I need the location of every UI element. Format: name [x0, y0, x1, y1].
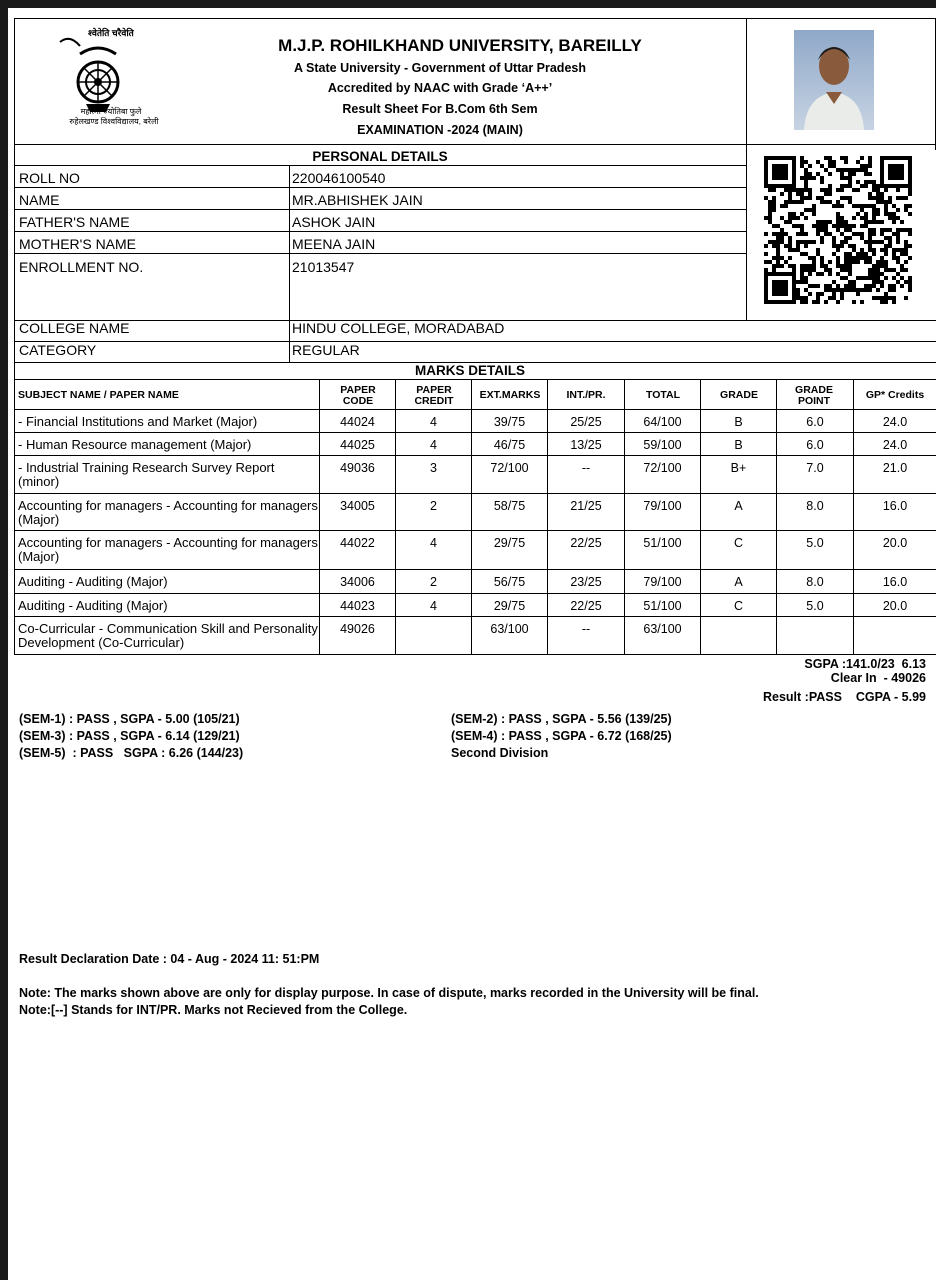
col-grade-point: GRADE POINT — [795, 384, 833, 407]
cell-code: 44023 — [340, 599, 375, 613]
cell-credit: 3 — [430, 461, 437, 475]
cell-gp: 5.0 — [806, 599, 824, 613]
header-line-4: EXAMINATION -2024 (MAIN) — [357, 123, 523, 137]
father-name-label: FATHER'S NAME — [19, 214, 130, 230]
cell-total: 79/100 — [643, 499, 682, 513]
mother-name-value: MEENA JAIN — [292, 236, 376, 252]
cell-ext: 29/75 — [493, 599, 526, 613]
cell-code: 49036 — [340, 461, 375, 475]
name-value: MR.ABHISHEK JAIN — [292, 192, 423, 208]
cell-gp: 8.0 — [806, 499, 824, 513]
cell-code: 34005 — [340, 499, 375, 513]
cell-credit: 2 — [430, 499, 437, 513]
logo-caption-1: महात्मा ज्योतिबा फुले — [80, 107, 142, 116]
sem-5: (SEM-5) : PASS SGPA : 6.26 (144/23) — [19, 746, 244, 760]
cell-gpc: 20.0 — [882, 599, 908, 613]
cell-total: 72/100 — [643, 461, 682, 475]
col-paper-credit: PAPER CREDIT — [414, 384, 454, 407]
sem-1: (SEM-1) : PASS , SGPA - 5.00 (105/21) — [19, 712, 240, 726]
header-line-1: A State University - Government of Uttar Pradesh — [294, 61, 586, 75]
declaration-date: Result Declaration Date : 04 - Aug - 2024 11: 51:PM — [19, 952, 320, 966]
enrollment-label: ENROLLMENT NO. — [19, 259, 144, 275]
subject-name: Co-Curricular - Communication Skill and Personality Development (Co-Curricular) — [18, 621, 318, 650]
roll-no-label: ROLL NO — [19, 170, 80, 186]
col-ext-marks: EXT.MARKS — [479, 389, 541, 401]
cell-ext: 29/75 — [493, 536, 526, 550]
cell-credit: 4 — [430, 599, 437, 613]
subject-name: Auditing - Auditing (Major) — [18, 598, 168, 613]
col-subject: SUBJECT NAME / PAPER NAME — [18, 389, 179, 401]
cell-gpc: 20.0 — [882, 536, 908, 550]
cell-int: 22/25 — [570, 599, 602, 613]
cell-ext: 46/75 — [493, 438, 526, 452]
student-photo — [794, 30, 874, 130]
col-grade: GRADE — [720, 389, 758, 401]
cell-gp: 6.0 — [806, 415, 824, 429]
note-int-pr: Note:[--] Stands for INT/PR. Marks not Recieved from the College. — [19, 1003, 408, 1017]
result-cgpa: Result :PASS CGPA - 5.99 — [762, 690, 926, 704]
cell-grade: B — [734, 415, 743, 429]
cell-int: 13/25 — [570, 438, 602, 452]
division: Second Division — [451, 746, 549, 760]
roll-no-value: 220046100540 — [292, 170, 386, 186]
col-gp-credits: GP* Credits — [865, 389, 925, 401]
cell-grade: C — [733, 536, 744, 550]
sem-2: (SEM-2) : PASS , SGPA - 5.56 (139/25) — [451, 712, 672, 726]
cell-code: 44022 — [340, 536, 375, 550]
cell-ext: 58/75 — [493, 499, 526, 513]
cell-code: 44025 — [340, 438, 375, 452]
cell-grade: A — [734, 499, 743, 513]
category-value: REGULAR — [292, 342, 360, 358]
cell-credit: 2 — [430, 575, 437, 589]
cell-ext: 39/75 — [493, 415, 526, 429]
col-int-pr: INT./PR. — [566, 389, 606, 401]
cell-int: -- — [581, 461, 591, 475]
cell-gpc: 16.0 — [882, 575, 908, 589]
cell-gpc: 16.0 — [882, 499, 908, 513]
cell-total: 51/100 — [643, 536, 682, 550]
cell-code: 44024 — [340, 415, 375, 429]
cell-int: 25/25 — [570, 415, 602, 429]
header-line-3: Result Sheet For B.Com 6th Sem — [342, 102, 538, 116]
category-label: CATEGORY — [19, 342, 97, 358]
cell-total: 63/100 — [643, 622, 682, 636]
cell-gpc: 24.0 — [882, 438, 908, 452]
university-name: M.J.P. ROHILKHAND UNIVERSITY, BAREILLY — [278, 36, 642, 55]
name-label: NAME — [19, 192, 60, 208]
cell-grade: B — [734, 438, 743, 452]
logo-top-text: श्वेतेति चरैवेति — [88, 28, 134, 38]
subject-name: Auditing - Auditing (Major) — [18, 574, 168, 589]
col-paper-code: PAPER CODE — [340, 384, 376, 407]
cell-gp: 8.0 — [806, 575, 824, 589]
college-name-label: COLLEGE NAME — [19, 320, 130, 336]
cell-gp: 5.0 — [806, 536, 824, 550]
cell-credit: 4 — [430, 438, 437, 452]
cell-total: 51/100 — [643, 599, 682, 613]
sem-3: (SEM-3) : PASS , SGPA - 6.14 (129/21) — [19, 729, 240, 743]
cell-code: 34006 — [340, 575, 375, 589]
college-name-value: HINDU COLLEGE, MORADABAD — [292, 320, 505, 336]
cell-gpc: 24.0 — [882, 415, 908, 429]
cell-gp: 6.0 — [806, 438, 824, 452]
sgpa-summary: SGPA :141.0/23 6.13 — [804, 657, 926, 671]
cell-int: -- — [581, 622, 591, 636]
cell-int: 21/25 — [570, 499, 602, 513]
cell-gpc: 21.0 — [882, 461, 908, 475]
qr-code — [764, 156, 912, 304]
cell-grade: C — [733, 599, 744, 613]
cell-total: 79/100 — [643, 575, 682, 589]
subject-name: - Industrial Training Research Survey Report (minor) — [18, 460, 275, 489]
header-line-2: Accredited by NAAC with Grade ‘A++’ — [327, 81, 553, 95]
cell-ext: 56/75 — [493, 575, 526, 589]
marks-details-heading: MARKS DETAILS — [415, 363, 525, 378]
logo-caption-2: रुहेलखण्ड विश्वविद्यालय, बरेली — [69, 117, 159, 126]
cell-int: 22/25 — [570, 536, 602, 550]
cell-gp: 7.0 — [806, 461, 824, 475]
cell-ext: 72/100 — [490, 461, 529, 475]
enrollment-value: 21013547 — [292, 259, 355, 275]
cell-code: 49026 — [340, 622, 375, 636]
cell-total: 64/100 — [643, 415, 682, 429]
subject-name: - Human Resource management (Major) — [18, 437, 252, 452]
cell-credit: 4 — [430, 415, 437, 429]
result-sheet — [8, 8, 936, 1280]
cell-grade: B+ — [730, 461, 747, 475]
clear-in: Clear In - 49026 — [830, 671, 926, 685]
cell-total: 59/100 — [643, 438, 682, 452]
father-name-value: ASHOK JAIN — [292, 214, 376, 230]
col-total: TOTAL — [645, 389, 681, 401]
mother-name-label: MOTHER'S NAME — [19, 236, 137, 252]
personal-details-heading: PERSONAL DETAILS — [312, 149, 448, 164]
subject-name: Accounting for managers - Accounting for managers (Major) — [18, 498, 318, 527]
cell-grade: A — [734, 575, 743, 589]
subject-name: - Financial Institutions and Market (Major) — [18, 414, 258, 429]
subject-name: Accounting for managers - Accounting for managers (Major) — [18, 535, 318, 564]
sem-4: (SEM-4) : PASS , SGPA - 6.72 (168/25) — [451, 729, 672, 743]
cell-credit: 4 — [430, 536, 437, 550]
cell-int: 23/25 — [570, 575, 602, 589]
note-display: Note: The marks shown above are only for display purpose. In case of dispute, marks recorded in the University will be final. — [19, 986, 759, 1000]
cell-ext: 63/100 — [490, 622, 529, 636]
